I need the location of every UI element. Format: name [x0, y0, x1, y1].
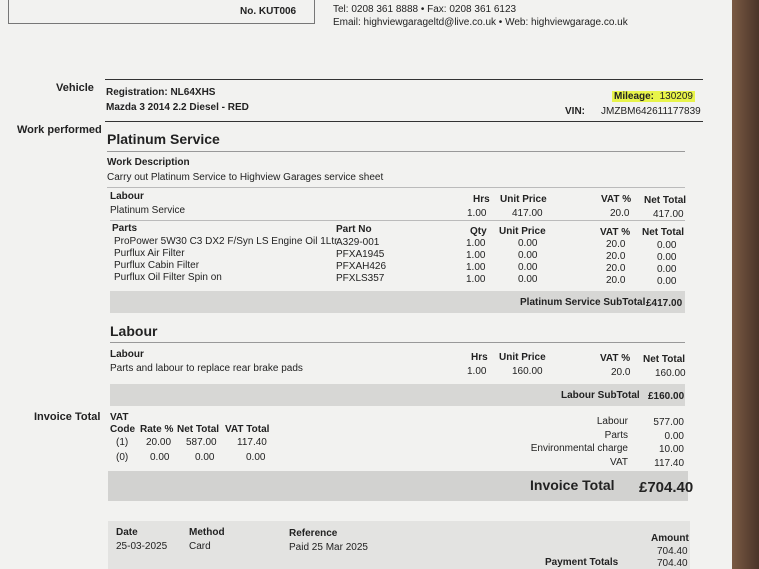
table-surface: [732, 0, 759, 569]
vat-row-1-rate: 20.00: [146, 437, 172, 448]
part-row-2-vat: 20.0: [606, 251, 626, 262]
vat-block-title: VAT: [110, 412, 129, 423]
parts-net-total-header: Net Total: [642, 227, 685, 238]
part-row-3-vat: 20.0: [606, 263, 626, 274]
vat-net-total-header: Net Total: [177, 424, 220, 435]
part-row-3-qty: 1.00: [466, 262, 486, 273]
summary-parts-value: 0.00: [664, 431, 684, 442]
part-no-header: Part No: [336, 224, 372, 235]
service-hrs-header: Hrs: [473, 194, 490, 205]
payment-totals-value: 704.40: [657, 558, 688, 569]
part-row-4-desc: Purflux Oil Filter Spin on: [114, 272, 222, 283]
description-rule: [107, 187, 685, 188]
vin-label: VIN:: [565, 106, 585, 117]
labour-subtotal-label: Labour SubTotal: [561, 390, 640, 401]
mileage-value: 130209: [659, 91, 693, 102]
parts-vat-header: VAT %: [600, 227, 631, 238]
part-row-1-desc: ProPower 5W30 C3 DX2 F/Syn LS Engine Oil 1Ltr: [114, 236, 338, 247]
labour-header: Labour: [110, 349, 144, 360]
labour-section-title: Labour: [110, 323, 158, 339]
part-row-4-price: 0.00: [518, 274, 538, 285]
part-row-1-qty: 1.00: [466, 238, 486, 249]
vat-row-1-code: (1): [116, 437, 129, 448]
work-description-text: Carry out Platinum Service to Highview Garages service sheet: [107, 172, 384, 183]
part-row-2-qty: 1.00: [466, 250, 486, 261]
part-row-1-price: 0.00: [518, 238, 538, 249]
summary-labour-value: 577.00: [653, 417, 684, 428]
part-row-1-no: A329-001: [336, 237, 380, 248]
service-labour-unit-price: 417.00: [512, 208, 543, 219]
vat-rate-header: Rate %: [140, 424, 174, 435]
labour-title-rule: [110, 342, 685, 343]
labour-desc: Parts and labour to replace rear brake pads: [110, 363, 303, 374]
registration: Registration: NL64XHS: [106, 87, 216, 98]
payment-reference-header: Reference: [289, 528, 338, 539]
part-row-4-vat: 20.0: [606, 275, 626, 286]
part-row-2-price: 0.00: [518, 250, 538, 261]
payment-date: 25-03-2025: [116, 541, 168, 552]
part-row-3-desc: Purflux Cabin Filter: [114, 260, 200, 271]
qty-header: Qty: [470, 226, 487, 237]
labour-unit-price-header: Unit Price: [499, 352, 546, 363]
summary-vat-value: 117.40: [654, 458, 684, 469]
labour-vat: 20.0: [611, 367, 631, 378]
service-labour-net: 417.00: [653, 209, 684, 220]
payment-date-header: Date: [116, 527, 138, 538]
parts-header: Parts: [112, 223, 138, 234]
email-web-line: Email: highviewgarageltd@live.co.uk • Web: highviewgarage.co.uk: [333, 17, 628, 28]
part-row-1-vat: 20.0: [606, 239, 626, 250]
service-title: Platinum Service: [107, 131, 220, 147]
work-description-label: Work Description: [107, 157, 190, 168]
parts-unit-price-header: Unit Price: [499, 226, 546, 237]
part-row-3-net: 0.00: [657, 264, 677, 275]
payment-method-header: Method: [189, 527, 225, 538]
payment-method: Card: [189, 541, 211, 552]
labour-net: 160.00: [655, 368, 686, 379]
labour-subtotal-value: £160.00: [648, 391, 685, 402]
contact-line: Tel: 0208 361 8888 • Fax: 0208 361 6123: [333, 4, 517, 15]
vat-row-2-net: 0.00: [195, 452, 215, 463]
invoice-total-label: Invoice Total: [530, 477, 615, 493]
part-row-3-price: 0.00: [518, 262, 538, 273]
part-row-2-desc: Purflux Air Filter: [114, 248, 185, 259]
part-row-4-qty: 1.00: [466, 274, 486, 285]
vin-value: JMZBM642611177839: [601, 106, 701, 117]
vat-row-2-vat: 0.00: [246, 452, 266, 463]
work-performed-label: Work performed: [17, 124, 102, 136]
summary-labour-label: Labour: [596, 416, 628, 427]
summary-environmental-label: Environmental charge: [530, 443, 628, 454]
labour-vat-header: VAT %: [600, 353, 631, 364]
service-vat-header: VAT %: [601, 194, 632, 205]
summary-parts-label: Parts: [604, 430, 628, 441]
vat-row-1-net: 587.00: [186, 437, 217, 448]
parts-top-rule: [110, 220, 685, 221]
mileage-label: Mileage:: [614, 91, 655, 102]
part-row-4-no: PFXLS357: [336, 273, 385, 284]
part-row-4-net: 0.00: [657, 276, 677, 287]
vehicle-model: Mazda 3 2014 2.2 Diesel - RED: [106, 102, 249, 113]
part-row-2-net: 0.00: [657, 252, 677, 263]
summary-environmental-value: 10.00: [658, 444, 684, 455]
vehicle-top-rule: [105, 79, 703, 80]
part-row-2-no: PFXA1945: [336, 249, 385, 260]
service-labour-vat: 20.0: [610, 208, 630, 219]
service-unit-price-header: Unit Price: [500, 194, 547, 205]
platinum-subtotal-label: Platinum Service SubTotal: [520, 297, 646, 308]
payment-amount: 704.40: [657, 546, 688, 557]
vat-row-1-vat: 117.40: [237, 437, 267, 448]
payment-amount-header: Amount: [651, 533, 689, 544]
payment-totals-label: Payment Totals: [545, 557, 619, 568]
service-labour-header: Labour: [110, 191, 144, 202]
vat-code-header: Code: [110, 424, 135, 435]
service-net-total-header: Net Total: [644, 195, 687, 206]
labour-unit-price: 160.00: [512, 366, 543, 377]
vehicle-section-label: Vehicle: [56, 82, 94, 94]
labour-hrs: 1.00: [467, 366, 487, 377]
invoice-number: No. KUT006: [240, 6, 297, 17]
mileage-field: [612, 91, 695, 103]
invoice-total-section-label: Invoice Total: [34, 411, 101, 423]
labour-hrs-header: Hrs: [471, 352, 488, 363]
payment-reference: Paid 25 Mar 2025: [289, 542, 368, 553]
service-title-rule: [107, 151, 685, 152]
service-labour-hrs: 1.00: [467, 208, 487, 219]
part-row-3-no: PFXAH426: [336, 261, 387, 272]
invoice-total-value: £704.40: [639, 479, 694, 496]
service-labour-desc: Platinum Service: [110, 205, 186, 216]
summary-vat-label: VAT: [610, 457, 628, 468]
vat-row-2-rate: 0.00: [150, 452, 170, 463]
vat-total-header: VAT Total: [225, 424, 270, 435]
vehicle-bottom-rule: [105, 121, 703, 122]
labour-net-total-header: Net Total: [643, 354, 686, 365]
vat-row-2-code: (0): [116, 452, 129, 463]
platinum-subtotal-value: £417.00: [646, 298, 683, 309]
part-row-1-net: 0.00: [657, 240, 677, 251]
